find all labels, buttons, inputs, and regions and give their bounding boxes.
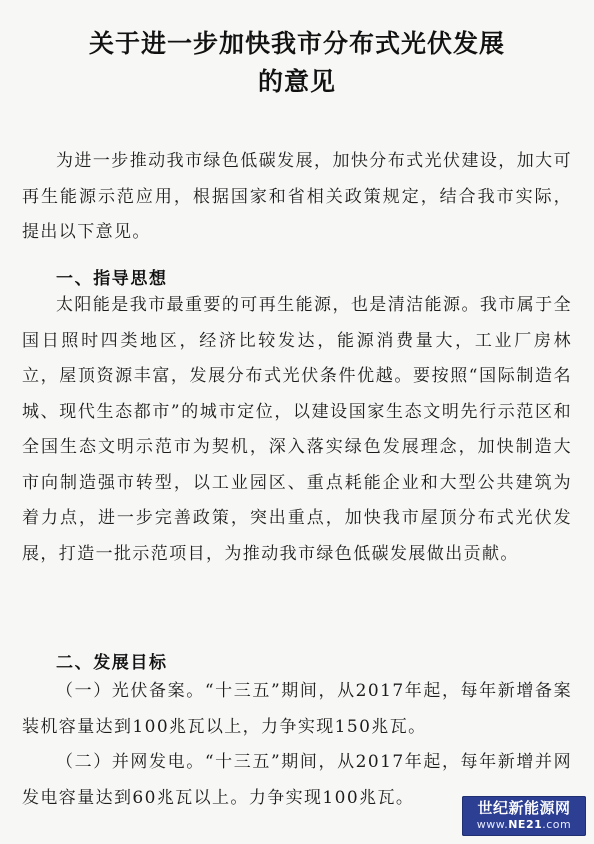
section1-paragraph: 太阳能是我市最重要的可再生能源，也是清洁能源。我市属于全国日照时四类地区，经济比较发达，能源消费量大，工业厂房林立，屋顶资源丰富，发展分布式光伏条件优越。要按照“国际制造名城、现代生态都市”的城市定位，以建设国家生态文明先行示范区和全国生态文明示范市为契机，深入落实绿色发展理念，加快制造大市向制造强市转型，以工业园区、重点耗能企业和大型公共建筑为着力点，进一步完善政策，突出重点，加快我市屋顶分布式光伏发展，打造一批示范项目，为推动我市绿色低碳发展做出贡献。 xyxy=(22,295,572,564)
watermark-url: www.NE21.com xyxy=(476,818,572,831)
goal1-paragraph: （一）光伏备案。“十三五”期间，从2017年起，每年新增备案装机容量达到100兆瓦以上，力争实现150兆瓦。 xyxy=(22,681,572,737)
goal2-paragraph: （二）并网发电。“十三五”期间，从2017年起，每年新增并网发电容量达到60兆瓦以上。力争实现100兆瓦。 xyxy=(22,752,572,808)
site-watermark-logo xyxy=(462,796,586,836)
intro-paragraph: 为进一步推动我市绿色低碳发展，加快分布式光伏建设，加大可再生能源示范应用，根据国家和省相关政策规定，结合我市实际，提出以下意见。 xyxy=(22,151,572,242)
section2-heading: 二、发展目标 xyxy=(56,653,168,673)
document-title-line1: 关于进一步加快我市分布式光伏发展 xyxy=(88,29,505,58)
section1-heading: 一、指导思想 xyxy=(56,269,168,289)
watermark-main-text: 世纪新能源网 xyxy=(477,799,571,817)
document-title-line2: 的意见 xyxy=(257,67,336,96)
